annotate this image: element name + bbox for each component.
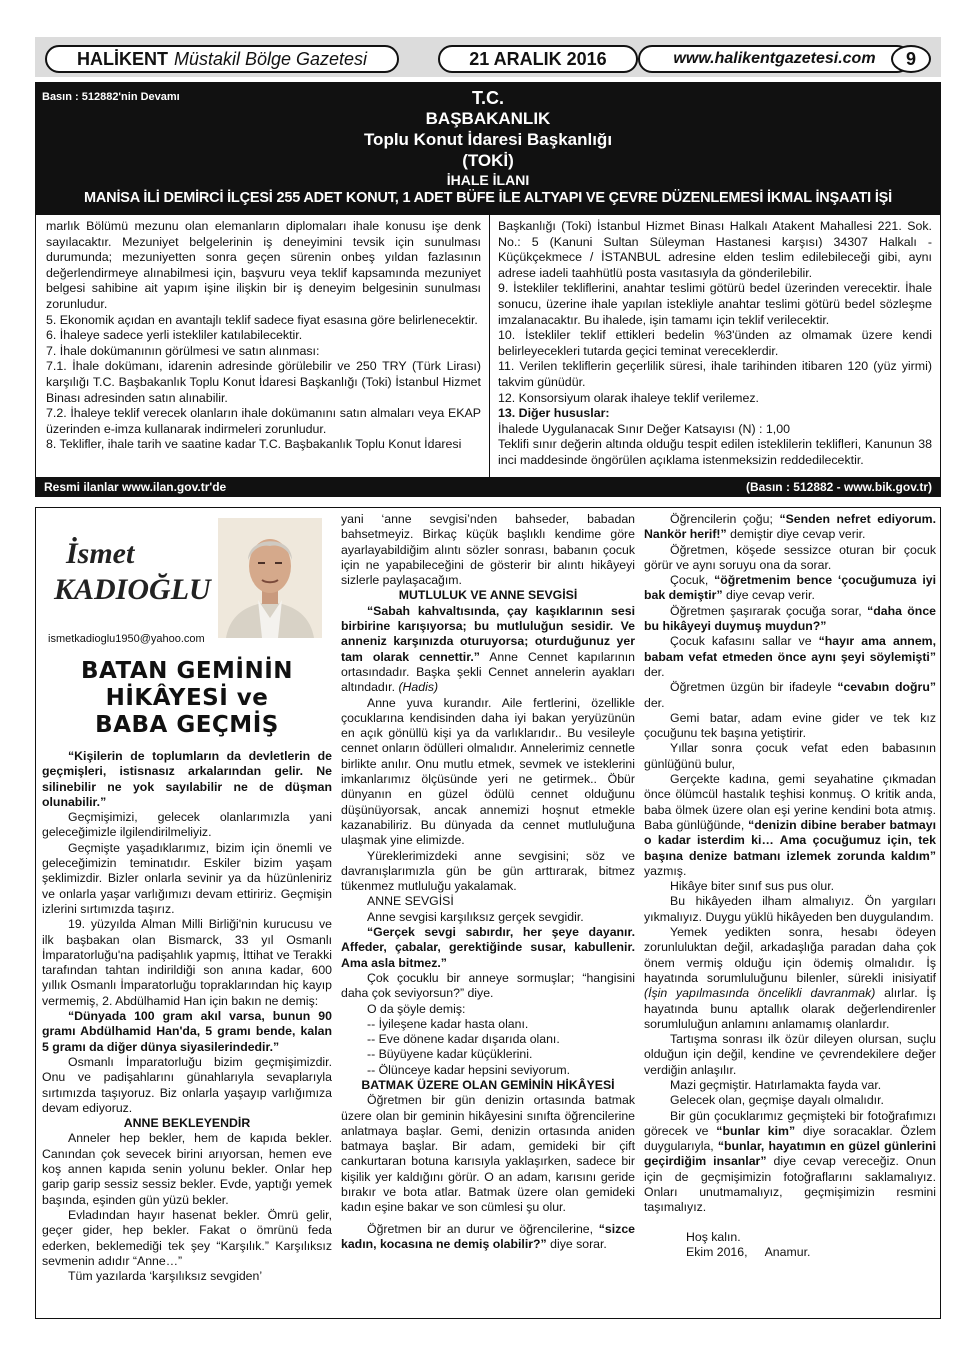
- article-column-3: [644, 512, 936, 1260]
- notice-paragraph: 7.2. İhaleye teklif verecek olanların ihale dokümanını satın almaları veya EKAP üzerinden e-imza kullanarak indirmeleri zorunludur.: [46, 406, 481, 436]
- notice-footer: [36, 477, 940, 496]
- notice-paragraph: 11. Verilen tekliflerin geçerlilik süresi, ihale tarihinden itibaren 120 (yüz yirmi) takvim günüdür.: [498, 359, 932, 389]
- paragraph: Tüm yazılarda ‘karşılıksız sevgiden’: [68, 1269, 263, 1284]
- author-first-name: İsmet: [66, 537, 135, 570]
- quote: “bunlar kim”: [716, 1123, 796, 1138]
- text: der.: [644, 664, 665, 679]
- paragraph: Gemi batar, adam evine gider ve tek kız çocuğunu tek başına yetiştirir.: [644, 710, 936, 741]
- quote: “Sabah kahvaltısında, çay kaşıklarının sesi birbirine karışıyorsa; bu mutluluğun sesidir. Ve anneniz karşınızda oturuyorsa; oturduğunuz yer tam olarak cennettir.”: [341, 603, 635, 664]
- paragraph: Anne Cennet kapılarının ortasındadır. Başka şekli Cennet annelerin ayakları altındadır.: [341, 649, 636, 695]
- paragraph: Öğretmen bir gün denizin ortasında batmak üzere olan bir geminin hikâyesini sınıfta öğrencilerine anlatmaya başlar. Gemi, denizin ortasında aniden batmaya başlar. Bir adam, gemideki bir çift cankurtaran botuna karısıyla yaklaşırken, sadece bir kişilik yer kaldığını görür. O an adam, karısını geride bırakır ve bota atlar. Batmak üzere olan gemideki kadın eşine bakar ve son cümlesi şu olur.: [341, 1093, 635, 1215]
- section-heading: MUTLULUK VE ANNE SEVGİSİ: [398, 588, 578, 603]
- page-number: 9: [891, 45, 931, 73]
- quote: “Dünyada 100 gram akıl varsa, bunun 90 gramı Abdülhamid Han'da, 5 gramı bende, kalan 5 gramı da diğer dünya siyasilerindedir.”: [42, 1009, 332, 1054]
- sign-off: Hoş kalın.: [686, 1229, 741, 1244]
- paragraph: Öğretmen, köşede sessizce oturan bir çocuk görür ve aynı soruyu ona da sorar.: [644, 542, 936, 572]
- paper-name: HALİKENT: [76, 48, 168, 69]
- notice-project-title: MANİSA İLİ DEMİRCİ İLÇESİ 255 ADET KONUT, 1 ADET BÜFE İLE ALTYAPI VE ÇEVRE DÜZENLEMESİ İKMAL İNŞAATI İŞİ: [84, 190, 892, 206]
- paragraph: “Kişilerin de toplumların da devletlerin de geçmişleri, istisnasız arkalarından gelir. Ne silinebilir ne yok sayılabilir ne de düşman olunabilir.”: [42, 749, 332, 809]
- list-item: -- Eve dönene kadar dışarıda olanı.: [367, 1032, 560, 1047]
- notice-right-column: [490, 215, 940, 477]
- headline-line: BATAN GEMİNİN: [80, 658, 294, 684]
- paper-name-pill: [45, 45, 399, 73]
- notice-paragraph: 9. İstekliler tekliflerini, anahtar teslimi götürü bedel üzerinden verecektir. İhale sonucu, üzerine ihale yapılan istekliyle anahtar teslimi götürü bedel sözleşme imzalanacaktır. Bu ihalede, işin tamamı için teklif verilecektir.: [498, 281, 932, 327]
- paragraph: Bu hikâyeden ilham almalıyız. Ön yargıları yıkmalıyız. Duygu yüklü hikâyeden ben duygulandım.: [644, 894, 936, 924]
- section-heading: BATMAK ÜZERE OLAN GEMİNİN HİKÂYESİ: [361, 1077, 615, 1092]
- notice-paragraph: 13. Diğer hususlar:: [498, 406, 610, 421]
- notice-type: İHALE İLANI: [446, 172, 530, 188]
- text: Gerçekte kadına, gemi seyahatine çıkmadan önce ölümcül hastalık teşhisi konmuş. O kritik anda, baba ölmek üzere olan eşi yerine kendini bota atmış. Baba günlüğünde,: [644, 772, 936, 832]
- text: Çocuk,: [670, 573, 709, 588]
- notice-paragraph: 8. Teklifler, ihale tarih ve saatine kadar T.C. Başbakanlık Toplu Konut İdaresi: [46, 437, 462, 452]
- article-column-1: [42, 514, 332, 1284]
- notice-paragraph: Başkanlığı (Toki) İstanbul Hizmet Binası Halkalı Atakent Mahallesi 221. Sok. No.: 5 (Kanuni Sultan Süleyman Hastanesi karşısı) 34307 Halkalı - Küçükçekmece / İSTANBUL adresine elden teslim edilebileceği gibi, aynı adrese iadeli taahhütlü posta vasıtasıyla da gönderilebilir.: [498, 219, 932, 280]
- author-name: [54, 536, 211, 608]
- paragraph: O da şöyle demiş:: [367, 1001, 466, 1016]
- paragraph: Geçmişimizi, gelecek olanlarımızla yani geleceğimizle ilgilendirilmeliyiz.: [42, 810, 332, 840]
- author-last-name: KADIOĞLU: [54, 573, 211, 606]
- paragraph: Anneler hep bekler, hem de kapıda bekler. Canından çok sevecek birini arıyorsan, hemen eve koş annen kapıda senin yolunu bekler. Onlar hep garip garip sessiz sessiz bekler. Evde, yaptığı yemek başında, eşinden gün yüzü bekler.: [42, 1131, 332, 1207]
- notice-basbakanlik: BAŞBAKANLIK: [425, 109, 551, 128]
- press-reference: (Basın : 512882 - www.bik.gov.tr): [745, 480, 932, 494]
- masthead-bar: [35, 37, 941, 77]
- notice-left-column: [36, 215, 490, 477]
- text: Yemek yedikten sonra, hesabı ödeyen zorunluluktan değil, arkadaşlığa paradan daha çok önem vermiş olduğu için ödemiş olmalıdır. İş hayatında sorumluluğunu bilenler, sürekli inisiyatif: [644, 925, 936, 985]
- notice-paragraph: İhalede Uygulanacak Sınır Değer Katsayısı (N) : 1,00: [498, 421, 791, 436]
- paragraph: diye.: [467, 986, 494, 1001]
- paragraph: Osmanlı İmparatorluğu bizim geçmişimizdir. Onu ve padişahlarını günahlarıyla sevaplarıyla sırtımızda taşıyoruz. Biz onlarla yaşayıp varlığımıza devam ediyoruz.: [42, 1054, 332, 1115]
- paragraph: Gelecek olan, geçmişe dayalı olmalıdır.: [670, 1093, 884, 1108]
- paragraph: Yüreklerimizdeki anne sevgisini; söz ve davranışlarımızla gün be gün arttırarak, bitmez tükenmez mutluluğu yakalamak.: [341, 848, 635, 894]
- quote: “cevabın doğru”: [837, 680, 937, 695]
- notice-paragraph: 12. Konsorsiyum olarak ihaleye teklif verilemez.: [498, 390, 760, 405]
- notice-paragraph: 7.1. İhale dokümanı, idarenin adresinde görülebilir ve 250 TRY (Türk Lirası) karşılığı T.C. Başbakanlık Toplu Konut İdaresi Başkanlığı (Toki) İstanbul Hizmet Binası adresinden satın alınabilir.: [46, 359, 481, 405]
- official-ads-link[interactable]: Resmi ilanlar www.ilan.gov.tr'de: [44, 480, 227, 494]
- quote: “öğretmenim bence ‘çocuğumuza iyi bak demiştir”: [644, 573, 937, 603]
- notice-body: [36, 215, 940, 477]
- list-item: -- Büyüyene kadar küçüklerini.: [367, 1047, 533, 1062]
- paragraph: Çok çocuklu bir anneye sormuşlar; “hangisini daha çok seviyorsun?”: [341, 970, 635, 1001]
- text: diye soracaklar. Özlem duygularıyla,: [644, 1123, 937, 1154]
- text: der.: [644, 695, 665, 710]
- press-continuation-label: Basın : 512882'nin Devamı: [42, 91, 180, 103]
- sign-date: Ekim 2016,: [686, 1244, 748, 1259]
- quote: “hayır ama annem, babam vefat etmeden önce aynı şeyi söylemişti”: [644, 634, 937, 664]
- website-link[interactable]: www.halikentgazetesi.com: [638, 45, 911, 73]
- text: diye cevap vereceğiz. Onun için de geçmişimizin fotoğraflarını saklamalıyız. Onları unutmamalıyız, geçmişimizin resmini taşımalıyız.: [644, 1154, 937, 1215]
- section-heading: ANNE BEKLEYENDİR: [123, 1116, 251, 1131]
- citation: (Hadis): [398, 680, 439, 695]
- article-column-2: [341, 512, 635, 1252]
- text: Çocuk kafasını sallar ve: [670, 634, 812, 649]
- text: Öğrencilerin çoğu;: [670, 512, 773, 526]
- notice-paragraph: 10. İstekliler teklif ettikleri bedelin %3'ünden az olmamak üzere kendi belirleyecekleri tutarda geçici teminat vereceklerdir.: [498, 328, 932, 358]
- quote: “Senden nefret ediyorum. Nankör herif!”: [644, 512, 936, 542]
- paragraph: Mazi geçmiştir. Hatırlamakta fayda var.: [670, 1077, 882, 1092]
- quote: “sizce kadın, kocasına ne demiş olabilir?”: [341, 1221, 635, 1251]
- paper-tagline: Müstakil Bölge Gazetesi: [173, 48, 368, 69]
- issue-date: 21 ARALIK 2016: [438, 45, 638, 73]
- text: yazmış.: [644, 863, 687, 878]
- paragraph: 19. yüzyılda Alman Milli Birliği'nin kurucusu ve ilk başbakan olan Bismarck, 33 yıl Osmanlı İmparatorluğu'na padişahlık yapmış, İttihat ve Terakki tarafından tahtan indirildiği son anına kadar, 600 yıllık Osmanlı İmparatorluğu topraklarından hiç kayıp vermemiş, 2. Abdülhamid Han için bakın ne demiş:: [42, 917, 332, 1008]
- quote: “denizin dibine beraber batmayı o kadar isterdim ki… Ama çocuğumuz için, tek başına denize batmanı izlemek zorunda kaldım”: [644, 817, 936, 863]
- parenthetical: (İşin yapılmasında öncelikli davranmak): [644, 986, 876, 1001]
- paragraph: Anne sevgisi karşılıksız gerçek sevgidir.: [367, 909, 584, 924]
- column-article: [35, 507, 941, 1319]
- text: diye cevap verir.: [726, 588, 815, 603]
- tender-notice: [35, 82, 941, 497]
- quote: “bunlar, hayatımın en güzel günlerini geçirdiğim insanlar”: [644, 1139, 936, 1169]
- author-email[interactable]: ismetkadioglu1950@yahoo.com: [48, 633, 205, 645]
- paragraph: Yıllar sonra çocuk vefat eden babasının günlüğünü bulur,: [644, 741, 936, 771]
- list-item: -- İyileşene kadar hasta olanı.: [367, 1016, 529, 1031]
- subheading: ANNE SEVGİSİ: [367, 894, 454, 909]
- headline-line: BABA GEÇMİŞ: [95, 712, 279, 738]
- notice-paragraph: 6. İhaleye sadece yerli istekliler katılabilecektir.: [46, 328, 303, 343]
- author-box: [42, 514, 332, 656]
- headline-line: HİKÂYESİ ve: [105, 685, 269, 711]
- text: Bir gün çocuklarımız geçmişteki bir fotoğrafımızı görecek ve: [644, 1108, 936, 1138]
- article-headline: [42, 658, 332, 739]
- notice-agency: Toplu Konut İdaresi Başkanlığı: [363, 130, 613, 149]
- notice-heading: [36, 83, 940, 215]
- notice-paragraph: marlık Bölümü mezunu olan elemanların diplomaları ihale konusu işe denk sayılacaktır. Mezuniyet belgelerinin iş deneyimini tevsik için sunulması durumunda; mezuniyetten sonra geçen sürenin onbeş yıldan fazlasının değerlendirmeye alınabilmesi için, başvuru veya teklif kapsamında mezuniyet belgesi sahibine ait yapım işine ilişkin bir iş deneyim belgesinin sunulması zorunludur.: [46, 219, 481, 311]
- notice-tc: T.C.: [471, 88, 504, 108]
- paragraph: Tartışma sonrası ilk özür dileyen olursan, suçlu olduğun için değil, kendine ve çevrendekilere değer verdiğin anlaşılır.: [644, 1032, 936, 1077]
- quote: “daha önce bu hikâyeyi duymuş muydun?”: [644, 603, 937, 634]
- quote: “Gerçek sevgi sabırdır, her şeye dayanır. Affeder, çabalar, gerektiğinde susar, kabullenir. Ama asla bitmez.”: [341, 925, 635, 970]
- paragraph: Anne yuva kurandır. Aile fertlerini, özellikle çocuklarına kendisinden daha iyi bakan yeryüzünün en açık gönüllü kişi ya da varlıklarıdır.. Bu vesileyle cennet onların ödülleri olmalıdır. Annelerimiz cennetle birlikte anılır. Onu mutlu etmek, sevmek ve isteklerini imkanlarımız ölçüsünde yeri ne getirmek.. Öbür dünyanın en güzel ödülü cennet olduğunu düşünüyorsak, ancak annemizi hoşnut etmekle kazanabiliriz. Bu dünyada da cennet mutluluğuna ulaşmak yine elimizde.: [341, 695, 635, 848]
- paragraph: Evladından hayır hasenat bekler. Ömrü gelir, geçer gider, hep bekler. Fakat o ömrünü feda ederken, beklemediği tek şey “Karşılık.” Karşılıksız sevmenin adıdır “Anne…”: [42, 1207, 332, 1268]
- notice-paragraph: 7. İhale dokümanının görülmesi ve satın alınması:: [46, 343, 320, 358]
- paragraph: diye sorar.: [550, 1236, 607, 1251]
- text: demiştir diye cevap verir.: [730, 527, 866, 542]
- text: Öğretmen üzgün bir ifadeyle: [670, 680, 832, 695]
- notice-agency-abbr: (TOKİ): [462, 151, 514, 170]
- paragraph: yani ‘anne sevgisi’nden bahseder, babadan bahsetmeyiz. Birkaç küçük başlıklı kendime göre ayarlayabildiğim alıntı sözler sonrası, babanın çocuk için ne yapabileceğini de gösterir bir alıntı hikâyeyi sizlerle paylaşacağım.: [341, 512, 635, 588]
- paragraph: Öğretmen bir an durur ve öğrencilerine,: [367, 1221, 594, 1236]
- notice-paragraph: 5. Ekonomik açıdan en avantajlı teklif sadece fiyat esasına göre belirlenecektir.: [46, 312, 478, 327]
- text: Öğretmen şaşırarak çocuğa sorar,: [670, 603, 862, 618]
- paragraph: Geçmişte yaşadıklarımız, bizim için önemli ve geleceğimizin teminatıdır. Eskiler bizim yaşam şeklimizdir. Bizler onlarla sevinir ya da hüzünleniriz ve onlarla yaşar varlığımızı devam ettiririz. Geçmişin izlerini sırtımızda taşırız.: [42, 840, 332, 916]
- list-item: -- Ölünceye kadar hepsini seviyorum.: [367, 1062, 570, 1077]
- text: alırlar. İş hayatında bunu aptallık olarak değerlendirenler sorumluluğun anlamını anlamamış olanlardır.: [644, 986, 936, 1031]
- paragraph: Hikâye biter sınıf sus pus olur.: [670, 879, 835, 894]
- sign-place: Anamur.: [764, 1244, 811, 1259]
- author-photo: [218, 518, 322, 638]
- notice-paragraph: Teklifi sınır değerin altında olduğu tespit edilen isteklilerin teklifleri, Kanunun 38 inci maddesinde öngörülen açıklama istenmeksizin reddedilecektir.: [498, 437, 932, 467]
